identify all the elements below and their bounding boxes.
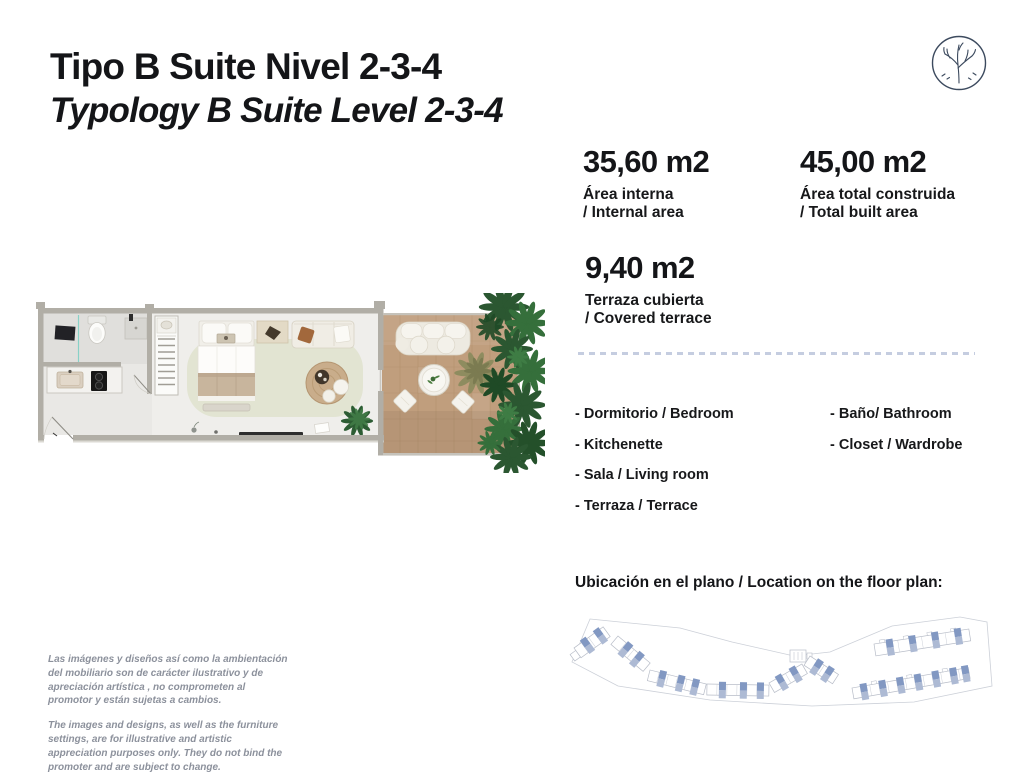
stat-label bbox=[583, 186, 709, 223]
stat-value: 45,00 m2 bbox=[800, 144, 927, 179]
area-stat-internal bbox=[583, 144, 709, 223]
room-item-terrace: - Terraza / Terrace bbox=[575, 497, 698, 514]
terrace-table bbox=[419, 365, 450, 396]
page-subtitle: Typology B Suite Level 2-3-4 bbox=[50, 91, 503, 130]
stat-label-es: Área interna bbox=[583, 186, 674, 203]
bedside-bench bbox=[257, 321, 288, 343]
room-item-bathroom: - Baño/ Bathroom bbox=[830, 406, 952, 422]
area-stat-covered-terrace bbox=[585, 250, 712, 329]
bed bbox=[198, 321, 255, 411]
brand-tree-logo-icon bbox=[930, 34, 988, 92]
room-item-closet: - Closet / Wardrobe bbox=[830, 436, 963, 453]
stat-label-en: / Internal area bbox=[583, 204, 684, 222]
location-heading: Ubicación en el plano / Location on the floor plan: bbox=[575, 574, 943, 591]
kitchenette bbox=[47, 367, 122, 393]
stat-label-es: Área total construida bbox=[800, 186, 956, 203]
stat-label bbox=[585, 292, 712, 329]
area-stat-total-built bbox=[800, 144, 955, 223]
terrace-sofa bbox=[396, 322, 471, 355]
room-item-bedroom: - Dormitorio / Bedroom bbox=[575, 406, 734, 422]
room-item-kitchenette: - Kitchenette bbox=[575, 436, 663, 453]
stat-label-en: / Covered terrace bbox=[585, 310, 712, 328]
foliage bbox=[476, 293, 545, 473]
page-title: Tipo B Suite Nivel 2-3-4 bbox=[50, 46, 442, 87]
rooms-list-right bbox=[830, 406, 962, 467]
site-map-image bbox=[562, 612, 1004, 724]
stat-value: 35,60 m2 bbox=[583, 144, 710, 179]
round-rug-seating bbox=[306, 362, 349, 404]
rooms-list-left bbox=[575, 406, 734, 528]
stat-label-es: Terraza cubierta bbox=[585, 292, 704, 309]
site-building-row bbox=[802, 626, 971, 702]
dashed-divider bbox=[578, 352, 975, 355]
site-building bbox=[567, 625, 611, 664]
room-item-living-room: - Sala / Living room bbox=[575, 467, 709, 483]
disclaimer-english: The images and designs, as well as the furniture settings, are for illustrative and artistic appreciation purposes only. They do not bind the promoter and are subject to change. bbox=[48, 720, 283, 773]
floor-plan-image bbox=[30, 293, 545, 473]
stat-label bbox=[800, 186, 955, 223]
stat-value: 9,40 m2 bbox=[585, 250, 695, 285]
disclaimer-spanish: Las imágenes y diseños así como la ambientación del mobiliario son de carácter ilustrativo y de apreciación artística , no comprometen al promotor y están sujetas a cambios. bbox=[48, 654, 288, 707]
closet-wardrobe bbox=[155, 316, 178, 395]
stat-label-en: / Total built area bbox=[800, 204, 918, 222]
disclaimer bbox=[48, 653, 290, 774]
living-sofa bbox=[292, 321, 354, 348]
